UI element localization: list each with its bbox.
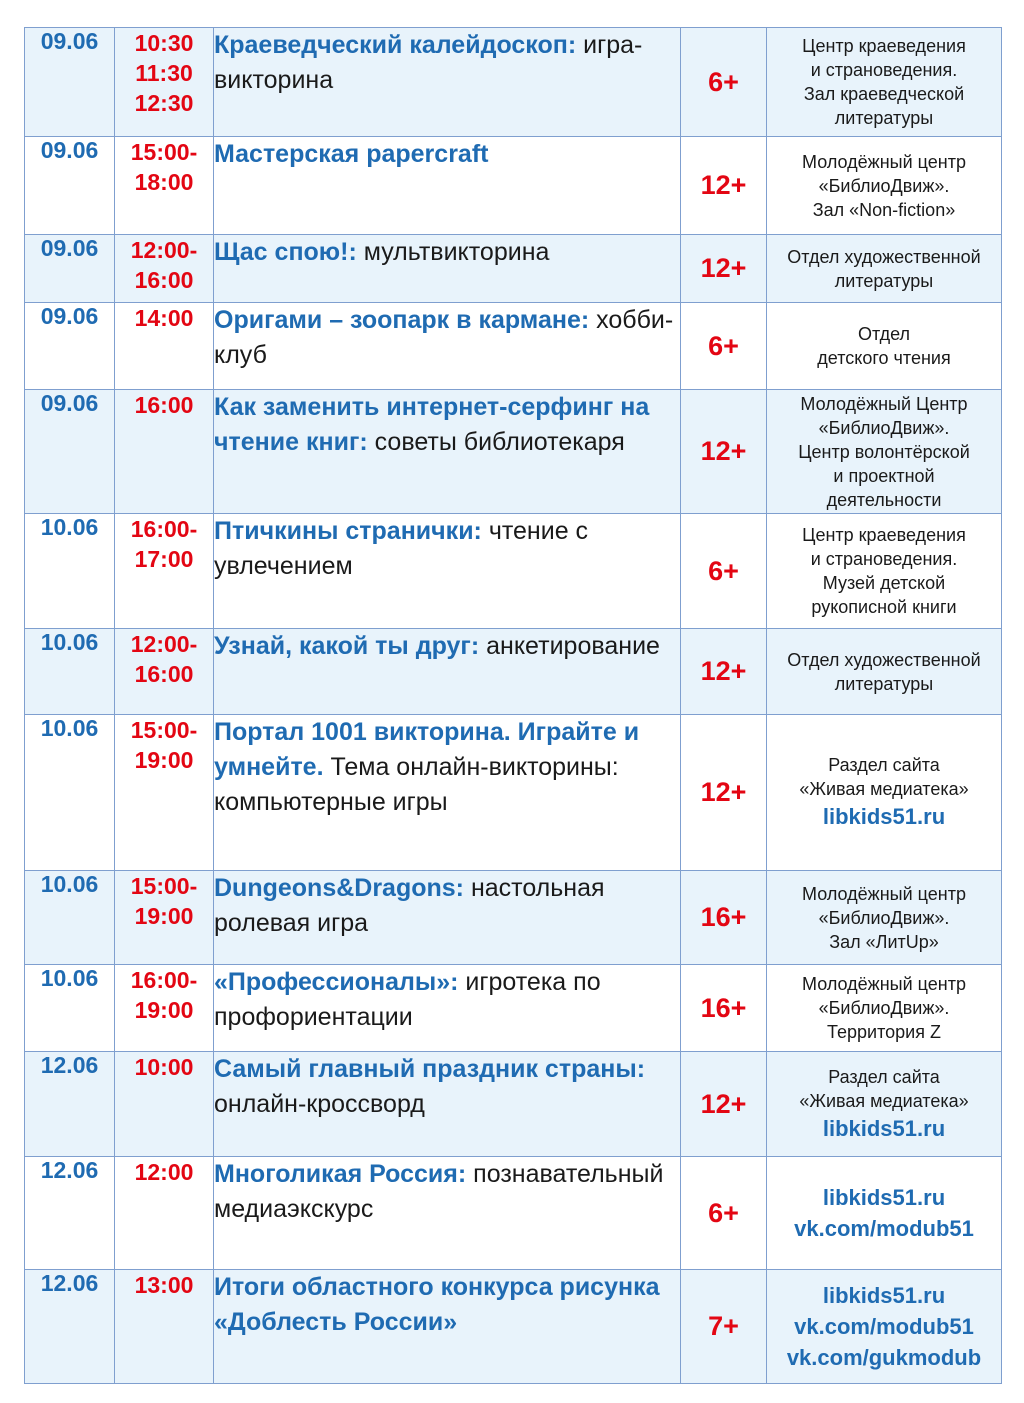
event-title: Как заменить интернет-серфинг на чтение книг: (214, 393, 650, 456)
location-line: Отдел художественной (787, 246, 981, 267)
event-time-value: 12:00- (130, 237, 198, 263)
event-location (767, 137, 1002, 235)
event-time-value: 16:00 (134, 661, 194, 687)
location-line: Музей детской (822, 573, 946, 593)
age-rating: 6+ (681, 514, 767, 629)
event-title: Dungeons&Dragons: (214, 874, 464, 902)
event-description (214, 629, 681, 715)
location-line: и страноведения. (810, 60, 958, 80)
event-time-value: 12:00 (134, 1159, 194, 1185)
location-line: Центр волонтёрской (798, 441, 970, 462)
location-line: «БиблиоДвиж». (818, 998, 950, 1018)
location-line: Отдел художественной (787, 649, 981, 670)
event-time-value: 14:00 (134, 305, 194, 331)
event-time (115, 1270, 214, 1384)
event-location (767, 629, 1002, 715)
event-time-value: 17:00 (134, 546, 194, 572)
event-title: «Профессионалы»: (214, 968, 459, 996)
location-line: Раздел сайта (828, 755, 940, 775)
event-description (214, 715, 681, 871)
event-description (214, 1052, 681, 1157)
event-title: Узнай, какой ты друг: (214, 632, 480, 660)
event-location (767, 514, 1002, 629)
event-date: 09.06 (25, 137, 115, 235)
event-title: Птичкины странички: (214, 517, 482, 545)
event-row (25, 629, 1002, 715)
site-link[interactable]: vk.com/gukmodub (786, 1345, 982, 1370)
location-line: Зал краеведческой (803, 84, 965, 104)
event-description (214, 514, 681, 629)
event-time-value: 19:00 (134, 747, 194, 773)
event-time-value: 12:30 (134, 90, 194, 116)
event-subtitle: анкетирование (479, 632, 660, 660)
location-line: «БиблиоДвиж». (818, 175, 950, 196)
event-time-value: 16:00- (130, 967, 198, 993)
event-title: Щас спою!: (214, 238, 357, 266)
event-time (115, 965, 214, 1052)
event-date: 12.06 (25, 1157, 115, 1270)
site-link[interactable]: libkids51.ru (822, 1185, 946, 1210)
age-rating: 12+ (681, 1052, 767, 1157)
location-line: деятельности (826, 489, 942, 510)
event-date: 09.06 (25, 28, 115, 137)
event-row (25, 28, 1002, 137)
location-line: Центр краеведения (802, 525, 966, 545)
location-line: рукописной книги (811, 597, 957, 617)
event-location (767, 1270, 1002, 1384)
event-row (25, 1052, 1002, 1157)
event-row (25, 514, 1002, 629)
event-subtitle: Тема онлайн-викторины: компьютерные игры (214, 753, 619, 816)
site-link[interactable]: libkids51.ru (822, 1115, 946, 1141)
event-subtitle: хобби-клуб (214, 306, 674, 369)
event-subtitle: познавательный медиаэкскурс (214, 1160, 664, 1223)
event-location (767, 965, 1002, 1052)
event-title: Краеведческий калейдоскоп: (214, 31, 577, 59)
event-date: 10.06 (25, 715, 115, 871)
event-description (214, 1270, 681, 1384)
age-rating: 12+ (681, 629, 767, 715)
event-row (25, 137, 1002, 235)
location-line: «БиблиоДвиж». (818, 907, 950, 928)
event-time-value: 16:00 (134, 267, 194, 293)
event-location (767, 1157, 1002, 1270)
location-line: Молодёжный Центр (800, 393, 968, 414)
event-subtitle: мультвикторина (356, 238, 550, 266)
event-time-value: 13:00 (134, 1272, 194, 1298)
site-link[interactable]: vk.com/modub51 (794, 1314, 974, 1339)
event-subtitle: настольная ролевая игра (214, 874, 605, 937)
event-time-value: 10:00 (134, 1054, 194, 1080)
age-rating: 6+ (681, 303, 767, 390)
location-line: литературы (834, 270, 934, 291)
event-date: 12.06 (25, 1052, 115, 1157)
event-time (115, 715, 214, 871)
event-time-value: 15:00- (130, 717, 198, 743)
event-date: 10.06 (25, 871, 115, 965)
event-time (115, 137, 214, 235)
event-title: Итоги областного конкурса рисунка «Доблесть России» (214, 1273, 660, 1336)
event-subtitle: игротека по профориентации (214, 968, 601, 1031)
location-line: «Живая медиатека» (799, 1090, 969, 1111)
event-description (214, 137, 681, 235)
event-time-value: 18:00 (134, 169, 194, 195)
event-description (214, 1157, 681, 1270)
event-date: 09.06 (25, 235, 115, 303)
event-location (767, 28, 1002, 137)
event-time-value: 10:30 (134, 30, 194, 56)
event-date: 09.06 (25, 303, 115, 390)
age-rating: 16+ (681, 871, 767, 965)
event-subtitle: чтение с увлечением (214, 517, 589, 580)
age-rating: 6+ (681, 28, 767, 137)
event-title: Портал 1001 викторина. Играйте и умнейте. (214, 718, 640, 781)
age-rating: 16+ (681, 965, 767, 1052)
event-time (115, 514, 214, 629)
site-link[interactable]: libkids51.ru (822, 804, 946, 829)
event-time-value: 15:00- (130, 139, 198, 165)
event-row (25, 303, 1002, 390)
event-subtitle: онлайн-кроссворд (214, 1090, 425, 1118)
event-description (214, 28, 681, 137)
event-location (767, 871, 1002, 965)
event-date: 10.06 (25, 514, 115, 629)
age-rating: 7+ (681, 1270, 767, 1384)
event-description (214, 303, 681, 390)
age-rating: 6+ (681, 1157, 767, 1270)
event-time-value: 19:00 (134, 903, 194, 929)
event-time-value: 15:00- (130, 873, 198, 899)
event-row (25, 1157, 1002, 1270)
location-line: детского чтения (817, 348, 951, 368)
events-table (24, 27, 1002, 1384)
event-title: Многоликая Россия: (214, 1160, 467, 1188)
event-description (214, 965, 681, 1052)
event-location (767, 715, 1002, 871)
location-line: литературы (834, 673, 934, 694)
location-line: Раздел сайта (828, 1066, 940, 1087)
event-location (767, 303, 1002, 390)
location-line: Молодёжный центр (802, 151, 966, 172)
event-time-value: 12:00- (130, 631, 198, 657)
location-line: Молодёжный центр (802, 883, 966, 904)
event-description (214, 390, 681, 514)
event-description (214, 235, 681, 303)
event-row (25, 715, 1002, 871)
event-time (115, 1052, 214, 1157)
event-time-value: 16:00- (130, 516, 198, 542)
site-link[interactable]: libkids51.ru (822, 1283, 946, 1308)
event-time-value: 19:00 (134, 997, 194, 1023)
event-time (115, 871, 214, 965)
event-row (25, 390, 1002, 514)
event-time (115, 390, 214, 514)
event-title: Оригами – зоопарк в кармане: (214, 306, 590, 334)
location-line: и страноведения. (810, 549, 958, 569)
event-time-value: 16:00 (134, 392, 194, 418)
location-line: и проектной (833, 465, 935, 486)
event-date: 12.06 (25, 1270, 115, 1384)
location-line: «Живая медиатека» (799, 779, 969, 799)
event-time (115, 235, 214, 303)
age-rating: 12+ (681, 390, 767, 514)
event-title: Мастерская papercraft (214, 140, 489, 168)
event-time (115, 28, 214, 137)
event-location (767, 390, 1002, 514)
location-line: Молодёжный центр (802, 974, 966, 994)
event-time (115, 303, 214, 390)
event-time (115, 1157, 214, 1270)
location-line: Отдел (857, 324, 911, 344)
location-line: Центр краеведения (802, 36, 966, 56)
event-subtitle: советы библиотекаря (367, 428, 625, 456)
age-rating: 12+ (681, 137, 767, 235)
event-row (25, 1270, 1002, 1384)
location-line: литературы (834, 108, 934, 128)
age-rating: 12+ (681, 715, 767, 871)
event-subtitle: игра-викторина (214, 31, 643, 94)
event-location (767, 1052, 1002, 1157)
location-line: Зал «ЛитUp» (829, 931, 939, 952)
event-time (115, 629, 214, 715)
event-row (25, 871, 1002, 965)
event-description (214, 871, 681, 965)
site-link[interactable]: vk.com/modub51 (794, 1216, 974, 1241)
location-line: Зал «Non-fiction» (812, 199, 956, 220)
events-table-body (25, 28, 1002, 1384)
event-date: 09.06 (25, 390, 115, 514)
event-title: Самый главный праздник страны: (214, 1055, 646, 1083)
event-location (767, 235, 1002, 303)
location-line: Территория Z (827, 1022, 941, 1042)
event-row (25, 235, 1002, 303)
event-time-value: 11:30 (135, 60, 193, 86)
location-line: «БиблиоДвиж». (818, 417, 950, 438)
event-row (25, 965, 1002, 1052)
event-date: 10.06 (25, 629, 115, 715)
event-date: 10.06 (25, 965, 115, 1052)
age-rating: 12+ (681, 235, 767, 303)
